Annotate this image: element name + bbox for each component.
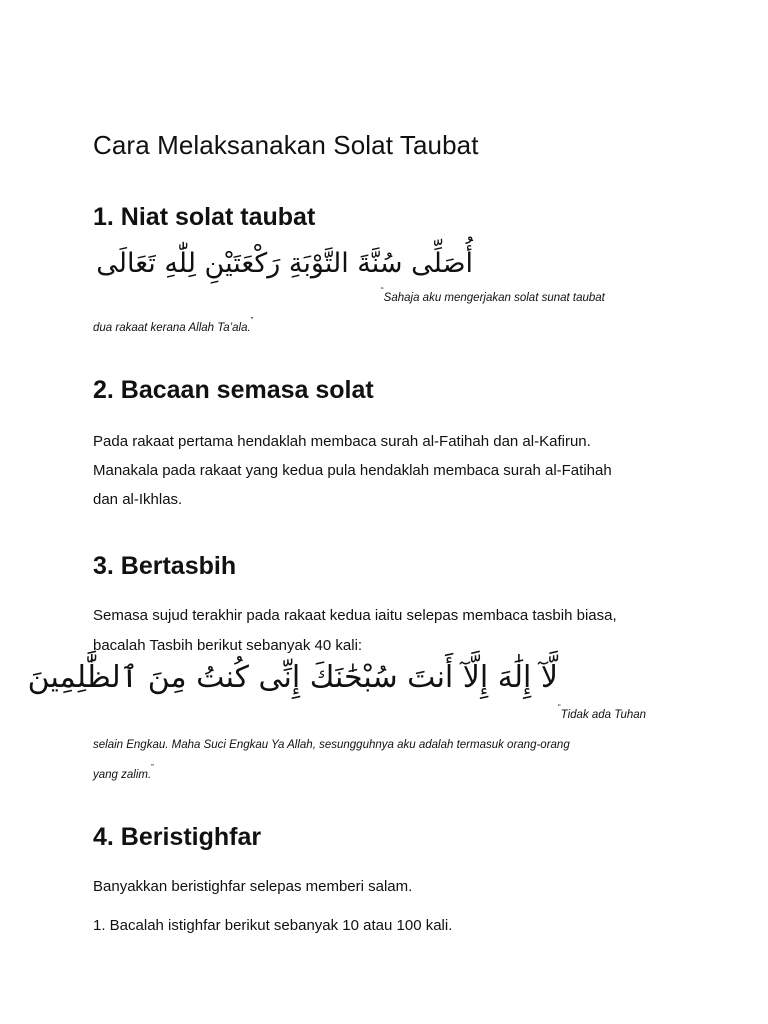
section-3-heading: 3. Bertasbih: [93, 552, 237, 580]
tasbih-translation-part-2: selain Engkau. Maha Suci Engkau Ya Allah, sesungguhnya aku adalah termasuk orang-orang: [93, 739, 570, 751]
tasbih-translation-line-3: [93, 765, 154, 783]
istighfar-paragraph-line-2: 1. Bacalah istighfar berikut sebanyak 10 atau 100 kali.: [93, 917, 453, 934]
close-quote: ”: [151, 763, 154, 772]
section-4-heading: 4. Beristighfar: [93, 823, 262, 851]
bacaan-paragraph-line-1: Pada rakaat pertama hendaklah membaca surah al-Fatihah dan al-Kafirun.: [93, 433, 591, 450]
tasbih-translation-part-1: Tidak ada Tuhan: [560, 709, 647, 721]
bacaan-paragraph-line-3: dan al-Ikhlas.: [93, 491, 183, 508]
open-quote: “: [558, 703, 561, 712]
niat-arabic-text: أُصَلِّى سُنَّةَ التَّوْبَةِ رَكْعَتَيْنِ لِلّٰهِ تَعَالَى: [96, 248, 473, 279]
tasbih-paragraph-line-2: bacalah Tasbih berikut sebanyak 40 kali:: [93, 637, 363, 654]
niat-translation-line-1: [381, 288, 605, 306]
section-1-heading: 1. Niat solat taubat: [93, 203, 316, 231]
istighfar-paragraph-line-1: Banyakkan beristighfar selepas memberi salam.: [93, 878, 413, 895]
niat-translation-line-2: [93, 318, 253, 336]
page-title: Cara Melaksanakan Solat Taubat: [93, 130, 479, 160]
tasbih-arabic-text: لَّآ إِلَٰهَ إِلَّآ أَنتَ سُبْحَٰنَكَ إِنِّى كُنتُ مِنَ ٱلظَّٰلِمِينَ: [27, 660, 558, 695]
niat-translation-part-2: dua rakaat kerana Allah Ta’ala.: [93, 322, 251, 334]
tasbih-paragraph-line-1: Semasa sujud terakhir pada rakaat kedua iaitu selepas membaca tasbih biasa,: [93, 607, 617, 624]
open-quote: “: [381, 286, 384, 295]
close-quote: ”: [250, 316, 254, 325]
tasbih-translation-line-1: [558, 705, 646, 723]
tasbih-translation-line-2: [93, 735, 570, 753]
tasbih-translation-part-3: yang zalim.: [93, 769, 152, 781]
section-2-heading: 2. Bacaan semasa solat: [93, 376, 374, 404]
bacaan-paragraph-line-2: Manakala pada rakaat yang kedua pula hendaklah membaca surah al-Fatihah: [93, 462, 612, 479]
niat-translation-part-1: Sahaja aku mengerjakan solat sunat taubat: [383, 292, 605, 304]
